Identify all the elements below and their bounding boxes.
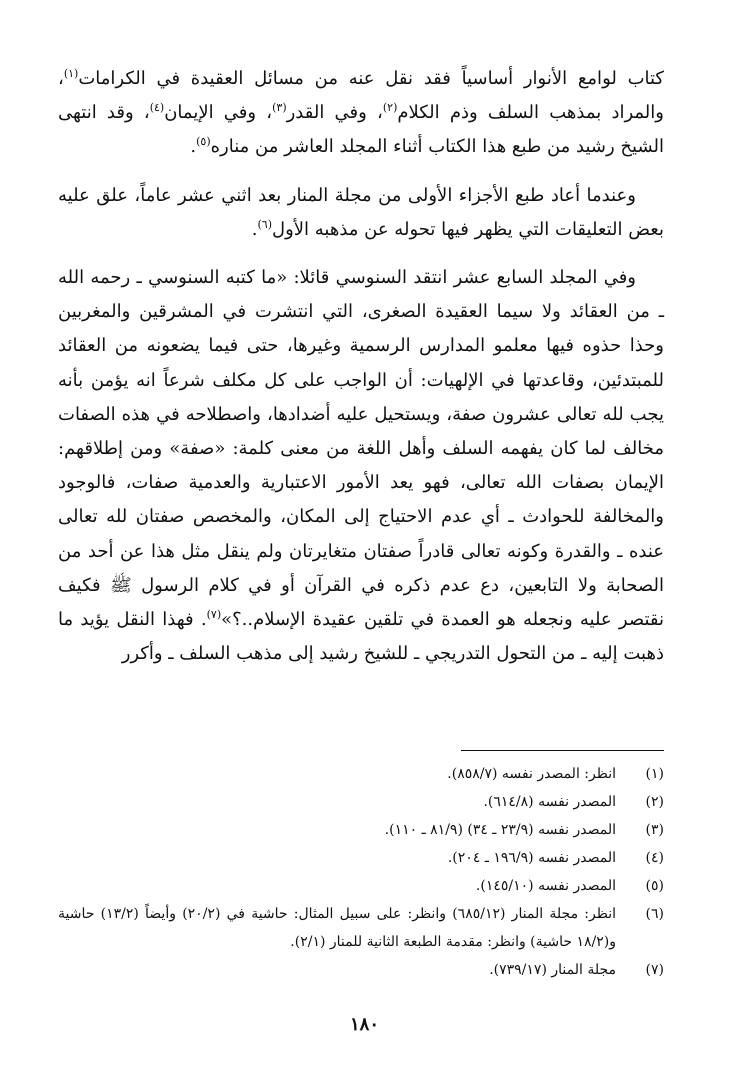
footnote-number: (٥): [645, 878, 664, 894]
footnote-item: [58, 956, 664, 984]
footnote-number: (٧): [645, 962, 664, 978]
footnote-separator: [461, 750, 664, 751]
footnote-item: [58, 816, 664, 844]
paragraph-1: [58, 62, 664, 165]
footnote-item: [58, 900, 664, 956]
footnote-ref-6[interactable]: (٦): [257, 217, 272, 231]
paragraph-2-text: وعندما أعاد طبع الأجزاء الأولى من مجلة المنار بعد اثني عشر عاماً، علق عليه بعض التعليقات التي يظهر فيها تحوله عن مذهبه الأول: [58, 184, 664, 240]
footnote-ref-3[interactable]: (٣): [272, 101, 287, 115]
footnote-ref-5[interactable]: (٥): [196, 135, 211, 149]
paragraph-1-text: كتاب لوامع الأنوار أساسياً فقد نقل عنه من مسائل العقيدة في الكرامات: [78, 68, 664, 89]
paragraph-3-text: . فهذا النقل يؤيد ما ذهبت إليه ـ من التحول التدريجي ـ للشيخ رشيد إلى مذهب السلف ـ وأكرر: [58, 609, 664, 665]
footnote-item: [58, 760, 664, 788]
footnote-text: المصدر نفسه (٢٣/٩ ـ ٣٤) (٨١/٩ ـ ١١٠).: [384, 822, 616, 838]
paragraph-3: [58, 261, 664, 671]
paragraph-2-text: .: [251, 218, 258, 240]
footnote-ref-7[interactable]: (٧): [206, 608, 222, 622]
footnote-text: مجلة المنار (٧٣٩/١٧).: [489, 962, 616, 978]
paragraph-1-text: ، وفي القدر: [286, 102, 383, 124]
footnote-number: (١): [645, 766, 664, 782]
footnote-number: (٦): [645, 906, 664, 922]
footnote-number: (٢): [645, 794, 664, 810]
main-text: [58, 62, 664, 671]
footnote-text: المصدر نفسه (١٩٦/٩ ـ ٢٠٤).: [447, 850, 616, 866]
footnote-ref-2[interactable]: (٢): [382, 101, 398, 115]
footnote-text: انظر: مجلة المنار (٦٨٥/١٢) وانظر: على سبيل المثال: حاشية في (٢٠/٢) وأيضاً (١٣/٢) حاشية و(١٨/٢ حاشية) وانظر: مقدمة الطبعة الثانية للمنار (٢/١).: [58, 906, 617, 950]
paragraph-1-text: ، والمراد بمذهب السلف وذم الكلام: [58, 68, 664, 124]
paragraph-1-text: ، وقد انتهى الشيخ رشيد من طبع هذا الكتاب أثناء المجلد العاشر من مناره: [58, 102, 664, 158]
paragraph-1-text: ، وفي الإيمان: [164, 102, 273, 124]
footnote-item: [58, 872, 664, 900]
paragraph-3-text: وفي المجلد السابع عشر انتقد السنوسي قائلا: «ما كتبه السنوسي ـ رحمه الله ـ من العقائد ولا سيما العقيدة الصغرى، التي انتشرت في المشرقين والمغربين وحذا حذوه فيها معلمو المدارس الرسمية وغيرها، حتى فيما يضعونه من العقائد للمبتدئين، وقاعدتها في الإلهيات: أن الواجب على كل مكلف شرعاً انه يؤمن بأنه يجب لله تعالى عشرون صفة، ويستحيل عليه أضدادها، واصطلاحه في هذه الصفات مخالف لما كان يفهمه السلف وأهل اللغة من معنى كلمة: «صفة» ومن إطلاقهم: الإيمان بصفات الله تعالى، فهو يعد الأمور الاعتبارية والعدمية صفات، فالوجود والمخالفة للحوادث ـ أي عدم الاحتياج إلى المكان، والمخصص صفتان لله تعالى عنده ـ والقدرة وكونه تعالى قادراً صفتان متغايرتان ولم ينقل مثل هذا عن أحد من الصحابة ولا التابعين، دع عدم ذكره في القرآن أو في كلام الرسول ﷺ فكيف نقتصر عليه ونجعله هو العمدة في تلقين عقيدة الإسلام..؟»: [58, 267, 665, 631]
footnote-item: [58, 844, 664, 872]
footnote-ref-1[interactable]: (١): [63, 67, 79, 80]
footnote-number: (٣): [645, 822, 664, 838]
footnote-text: المصدر نفسه (٦١٤/٨).: [483, 794, 616, 810]
page-number: ١٨٠: [349, 1014, 379, 1035]
paragraph-2: [58, 179, 664, 247]
footnote-number: (٤): [645, 850, 664, 866]
footnote-ref-4[interactable]: (٤): [149, 101, 165, 115]
footnote-item: [58, 788, 664, 816]
paragraph-1-text: .: [190, 136, 197, 158]
footnotes-list: [58, 760, 664, 984]
footnote-text: المصدر نفسه (١٤٥/١٠).: [475, 878, 616, 894]
footnote-text: انظر: المصدر نفسه (٨٥٨/٧).: [447, 766, 616, 782]
